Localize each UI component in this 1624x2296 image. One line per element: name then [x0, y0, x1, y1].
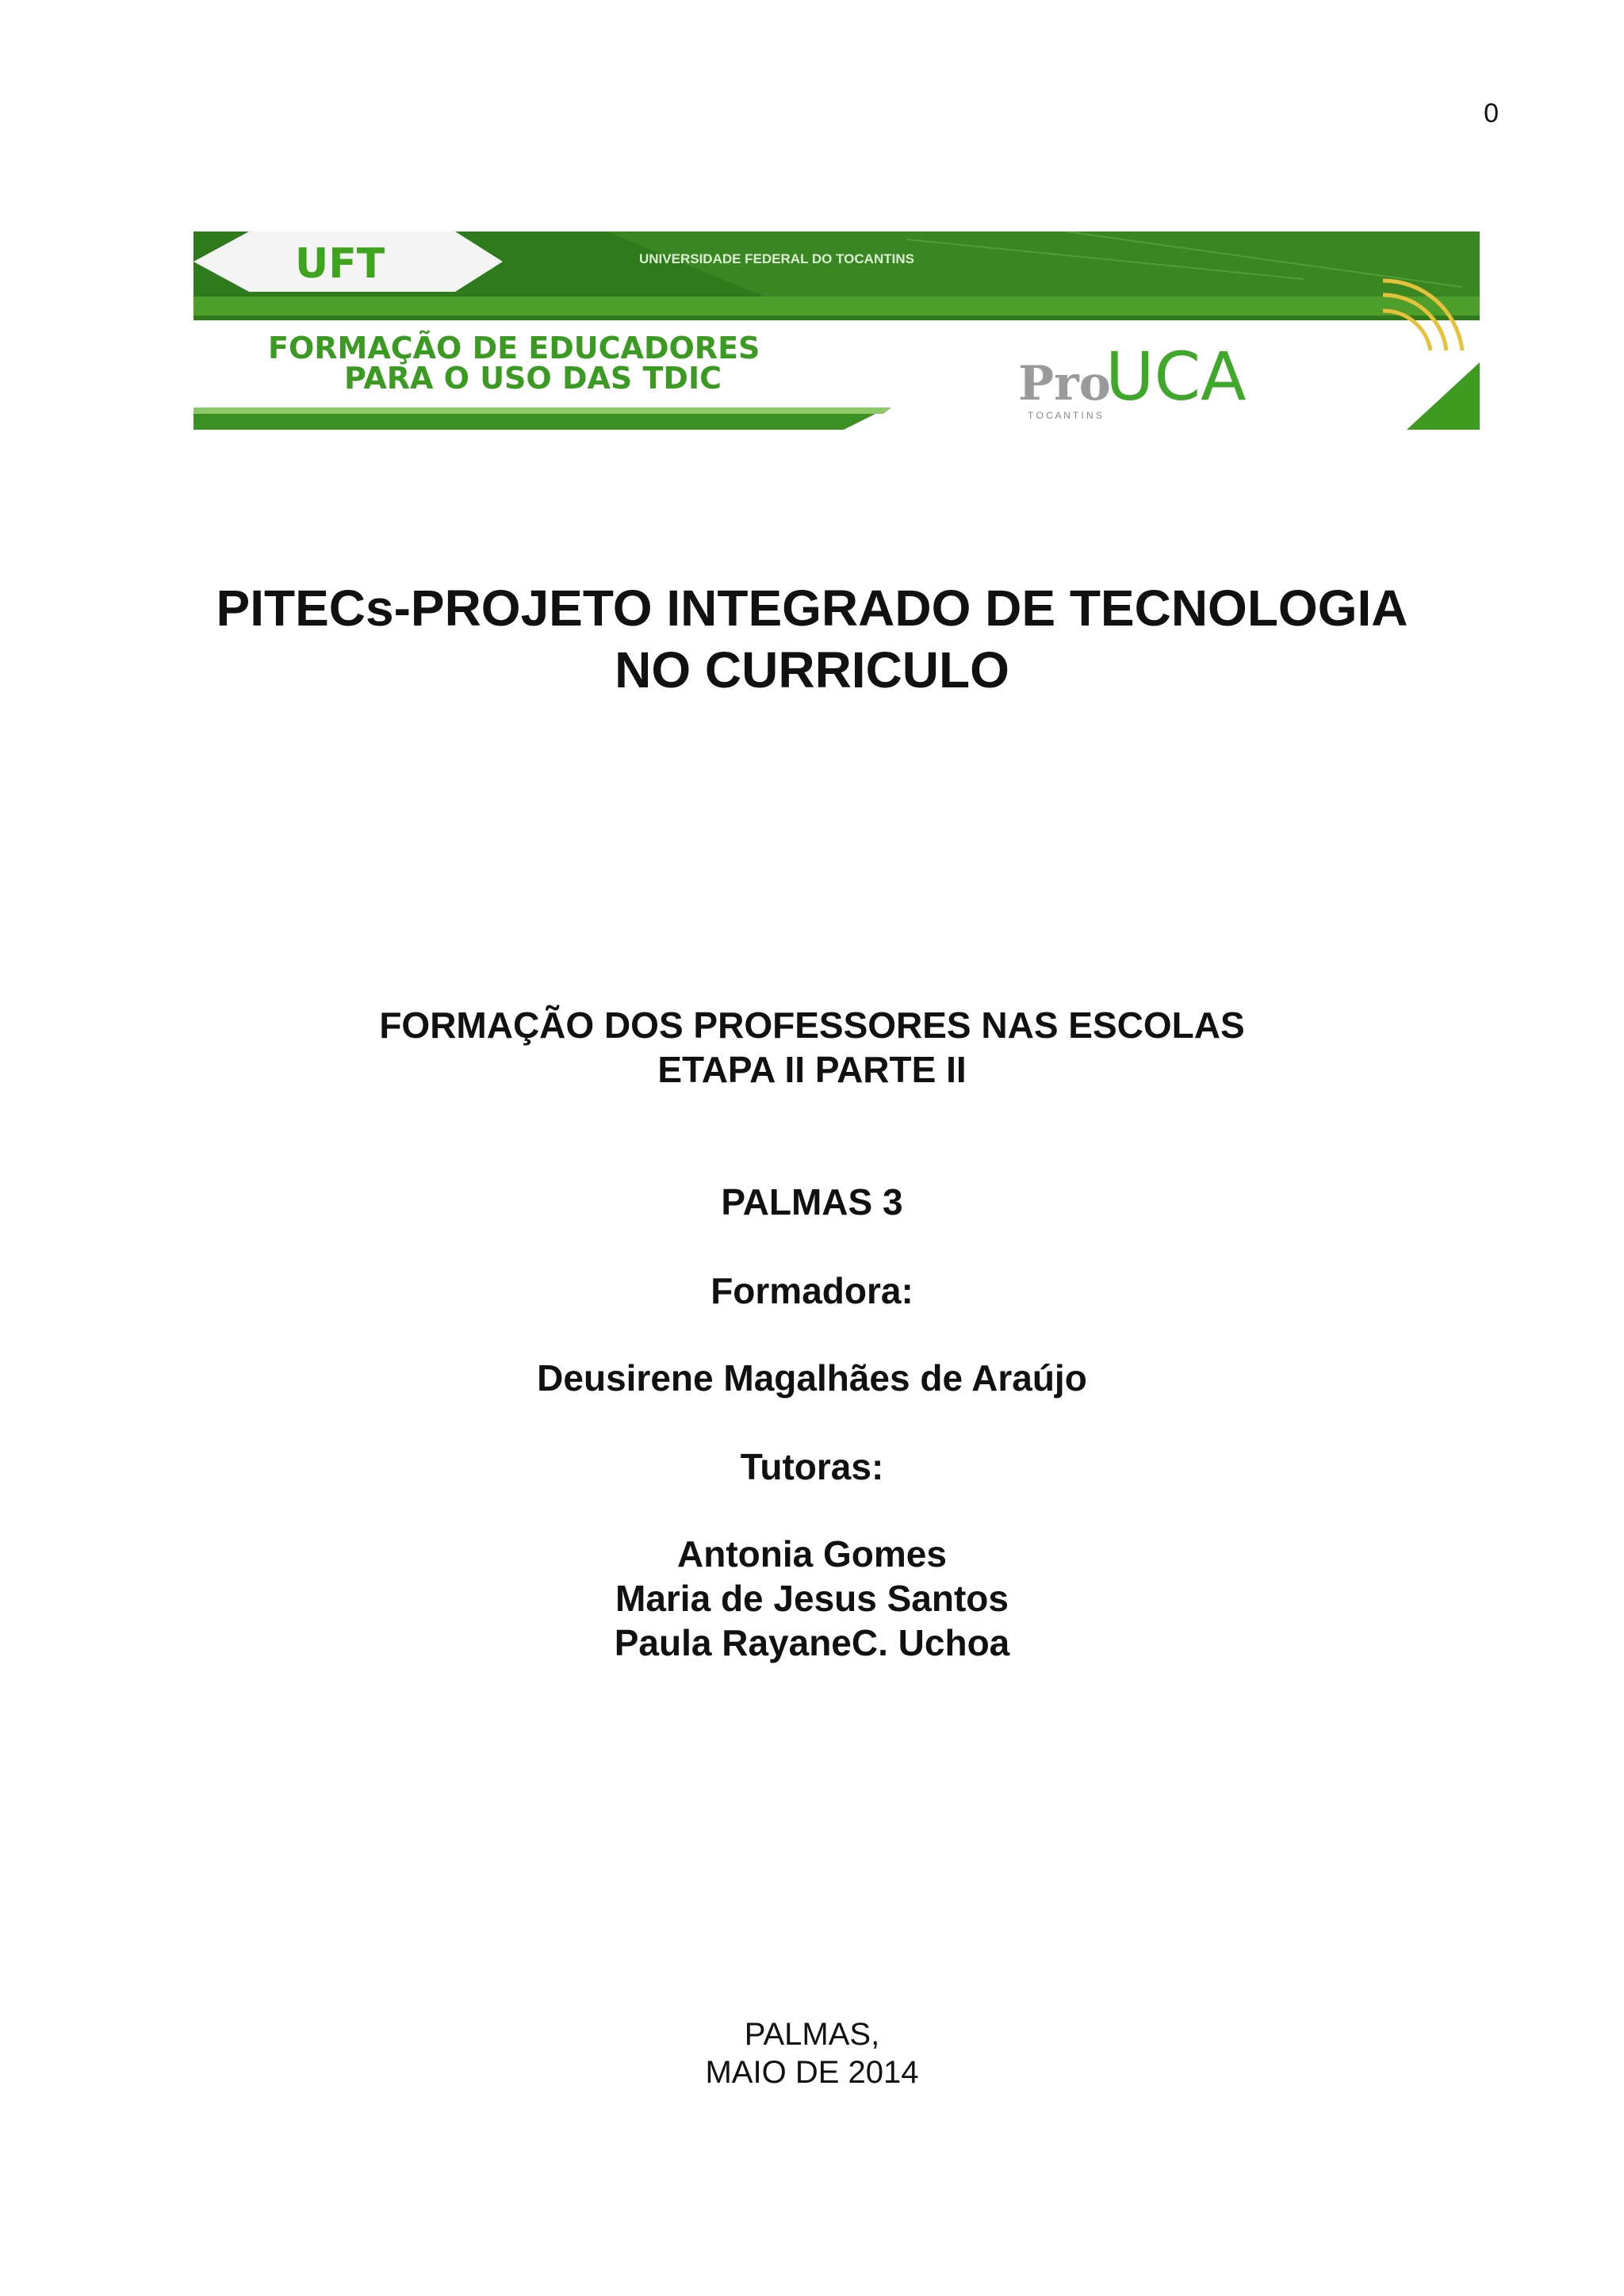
formadora-name: Deusirene Magalhães de Araújo	[537, 1357, 1087, 1399]
tutora-name: Antonia Gomes	[677, 1533, 947, 1575]
title-line-2: NO CURRICULO	[615, 641, 1009, 698]
prouca-pro: Pro	[1018, 356, 1111, 411]
document-title	[0, 577, 1624, 701]
university-name: UNIVERSIDADE FEDERAL DO TOCANTINS	[639, 251, 914, 266]
prouca-sub: T O C A N T I N S	[1028, 410, 1103, 421]
tutoras-label: Tutoras:	[740, 1446, 884, 1487]
subtitle-line-2: ETAPA II PARTE II	[657, 1049, 967, 1090]
subtitle-line-1: FORMAÇÃO DOS PROFESSORES NAS ESCOLAS	[379, 1004, 1245, 1046]
header-banner	[193, 232, 1480, 430]
title-line-1: PITECs-PROJETO INTEGRADO DE TECNOLOGIA	[216, 580, 1408, 637]
program-line-1: FORMAÇÃO DE EDUCADORES	[268, 331, 760, 365]
group-name: PALMAS 3	[721, 1181, 903, 1223]
tutoras-list	[0, 1532, 1624, 1665]
formadora-label: Formadora:	[710, 1270, 914, 1311]
footer-city: PALMAS,	[744, 2017, 880, 2052]
page-number: 0	[1484, 98, 1499, 128]
tutora-name: Maria de Jesus Santos	[615, 1578, 1009, 1619]
footer	[0, 2015, 1624, 2091]
uft-logo: UFT	[295, 240, 385, 288]
document-subtitle	[0, 1003, 1624, 1092]
footer-date: MAIO DE 2014	[705, 2055, 919, 2090]
prouca-uca: UCA	[1105, 338, 1247, 415]
tutora-name: Paula RayaneC. Uchoa	[614, 1622, 1010, 1663]
program-line-2: PARA O USO DAS TDIC	[344, 361, 722, 396]
